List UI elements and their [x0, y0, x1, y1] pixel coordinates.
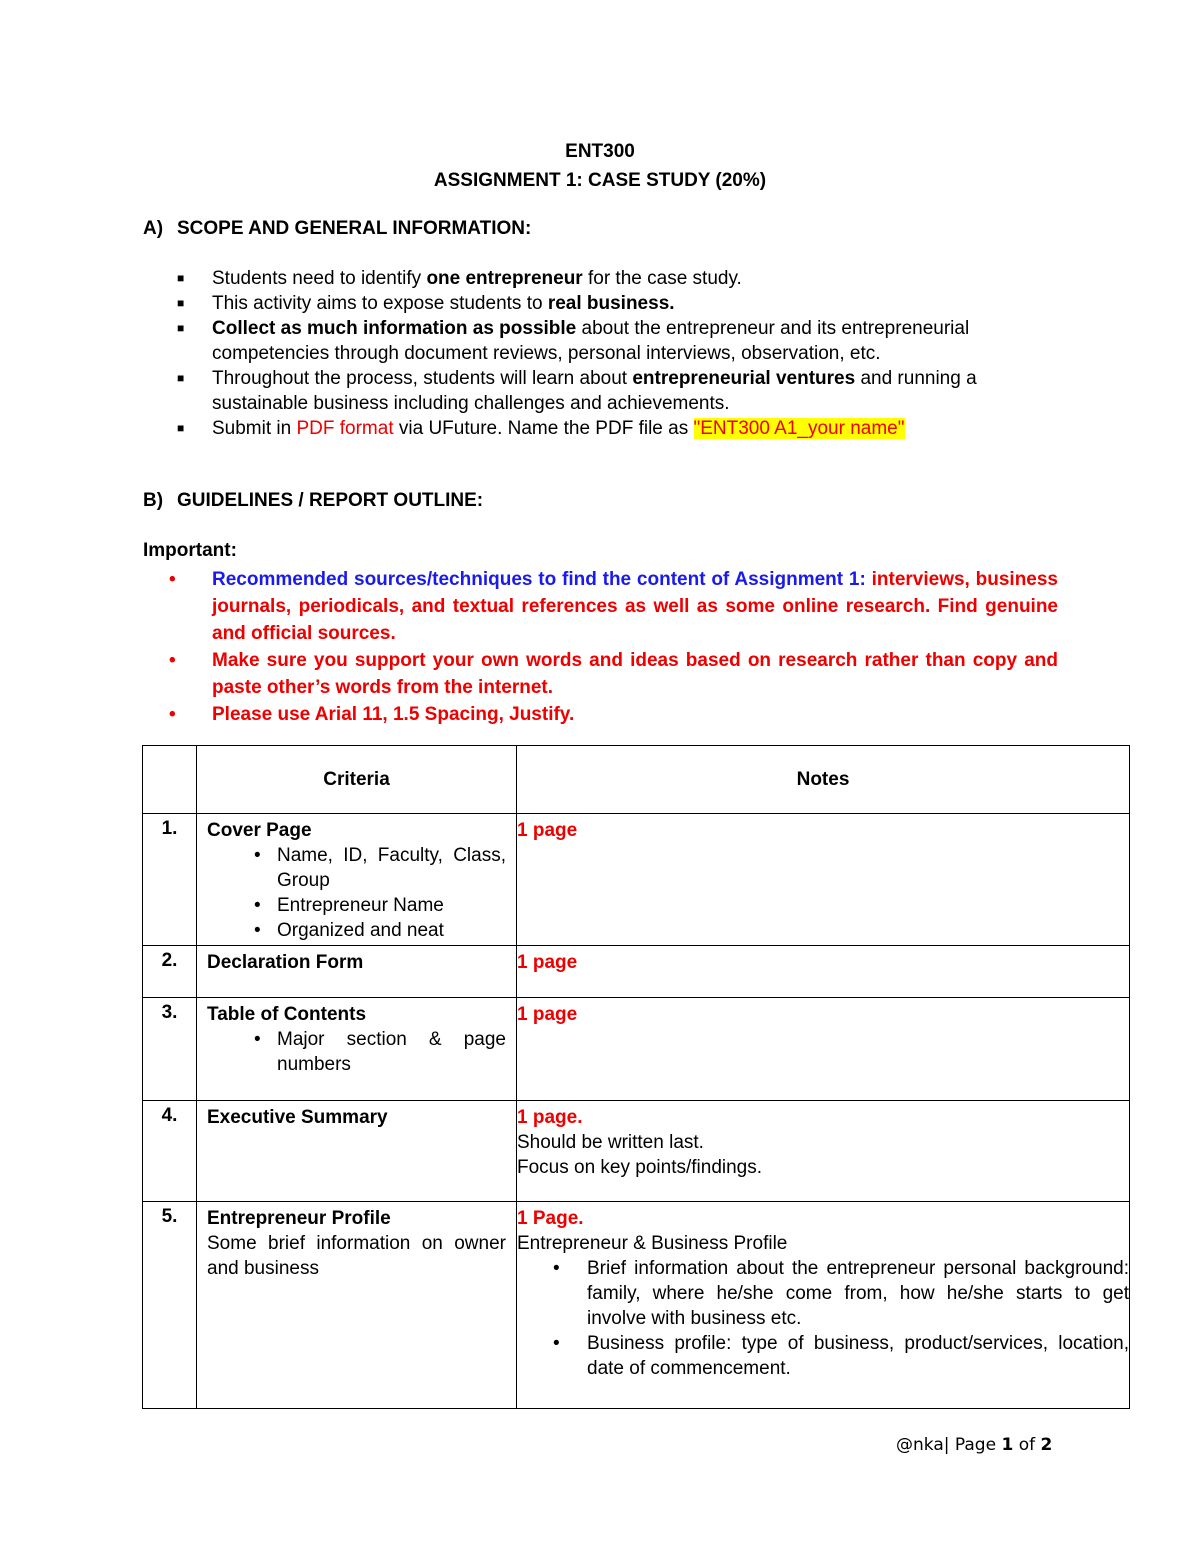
notes-cell [517, 946, 1130, 998]
table-row [143, 814, 1130, 946]
page-count: 1 page [517, 1004, 578, 1025]
section-b-heading [143, 490, 483, 512]
scope-bullet: ■ Collect as much information as possible about the entrepreneur and its entrepreneurial competencies through document reviews, personal interviews, observation, etc. [177, 318, 970, 364]
course-code: ENT300 [565, 141, 635, 162]
section-a-title: SCOPE AND GENERAL INFORMATION: [177, 218, 532, 239]
scope-bullet: ■ This activity aims to expose students to real business. [177, 293, 675, 314]
criteria-title: Entrepreneur Profile [207, 1208, 391, 1229]
total-pages: 2 [1040, 1435, 1053, 1455]
criteria-title: Executive Summary [207, 1107, 388, 1128]
list-item: • Major section & page numbers [254, 1029, 506, 1075]
criteria-description: Some brief information on owner and business [207, 1233, 506, 1279]
bullet-dot-icon: • [169, 650, 176, 671]
note-line: Focus on key points/findings. [517, 1157, 763, 1178]
page-count: 1 page [517, 952, 578, 973]
square-bullet-icon: ■ [177, 421, 185, 435]
page-count: 1 Page. [517, 1208, 584, 1229]
important-label: Important: [143, 540, 237, 561]
notes-cell [517, 814, 1130, 946]
bullet-dot-icon: • [169, 569, 176, 590]
square-bullet-icon: ■ [177, 321, 185, 335]
bullet-dot-icon: • [254, 845, 261, 866]
scope-bullet: ■ Throughout the process, students will learn about entrepreneurial ventures and running a sustainable business including challenges and achievements. [177, 368, 977, 414]
notes-cell [517, 1202, 1130, 1409]
criteria-cell [197, 814, 517, 946]
list-item: • Organized and neat [254, 920, 444, 941]
important-item: • Please use Arial 11, 1.5 Spacing, Justify. [143, 701, 1058, 728]
page-count: 1 page [517, 820, 578, 841]
important-item: • Make sure you support your own words and ideas based on research rather than copy and paste other’s words from the internet. [143, 647, 1058, 701]
list-item: • Brief information about the entrepreneur personal background: family, where he/she come from, how he/she starts to get involve with business etc. [553, 1258, 1129, 1329]
criteria-items [207, 843, 506, 943]
table-row [143, 998, 1130, 1101]
list-item: • Name, ID, Faculty, Class, Group [254, 845, 506, 891]
scope-bullet-list [143, 266, 1073, 441]
row-number: 3. [143, 998, 197, 1101]
note-line: Entrepreneur & Business Profile [517, 1233, 788, 1254]
row-number: 5. [143, 1202, 197, 1409]
bullet-dot-icon: • [254, 1029, 261, 1050]
list-item: • Entrepreneur Name [254, 895, 444, 916]
pdf-format-text: PDF format [296, 418, 394, 439]
note-line: Should be written last. [517, 1132, 704, 1153]
criteria-cell [197, 946, 517, 998]
criteria-title: Table of Contents [207, 1004, 367, 1025]
table-header-row [143, 746, 1130, 814]
page-footer: @nka| Page 1 of 2 [896, 1435, 1053, 1455]
bullet-dot-icon: • [553, 1333, 560, 1354]
criteria-items [207, 1027, 506, 1077]
column-header-criteria: Criteria [197, 746, 517, 814]
scope-bullet: ■ Students need to identify one entrepreneur for the case study. [177, 268, 742, 289]
bullet-dot-icon: • [553, 1258, 560, 1279]
bullet-dot-icon: • [254, 920, 261, 941]
row-number: 4. [143, 1101, 197, 1202]
square-bullet-icon: ■ [177, 271, 185, 285]
criteria-cell [197, 998, 517, 1101]
filename-highlight: "ENT300 A1_your name" [693, 418, 905, 439]
submit-bullet: ■ Submit in PDF format via UFuture. Name the PDF file as "ENT300 A1_your name" [177, 418, 905, 439]
current-page-number: 1 [1001, 1435, 1014, 1455]
section-a-heading [143, 218, 531, 240]
bullet-dot-icon: • [169, 704, 176, 725]
report-outline-table [142, 745, 1130, 1409]
column-header-number [143, 746, 197, 814]
row-number: 2. [143, 946, 197, 998]
assignment-title: ASSIGNMENT 1: CASE STUDY (20%) [433, 170, 767, 191]
square-bullet-icon: ■ [177, 371, 185, 385]
row-number: 1. [143, 814, 197, 946]
note-items [517, 1256, 1129, 1381]
criteria-title: Declaration Form [207, 952, 364, 973]
section-b-title: GUIDELINES / REPORT OUTLINE: [177, 490, 484, 511]
notes-cell [517, 998, 1130, 1101]
table-row [143, 1202, 1130, 1409]
table-row [143, 1101, 1130, 1202]
criteria-cell [197, 1202, 517, 1409]
criteria-cell [197, 1101, 517, 1202]
criteria-title: Cover Page [207, 820, 312, 841]
page-count: 1 page. [517, 1107, 583, 1128]
bullet-dot-icon: • [254, 895, 261, 916]
section-a-letter: A) [143, 218, 164, 239]
list-item: • Business profile: type of business, product/services, location, date of commencement. [553, 1333, 1129, 1379]
section-b-letter: B) [143, 490, 164, 511]
notes-cell [517, 1101, 1130, 1202]
column-header-notes: Notes [517, 746, 1130, 814]
important-list [143, 566, 1058, 728]
footer-author: @nka [896, 1435, 944, 1455]
important-item: • Recommended sources/techniques to find the content of Assignment 1: interviews, business journals, periodicals, and textual references as well as some online research. Find genuine and official sources. [143, 566, 1058, 647]
table-row [143, 946, 1130, 998]
square-bullet-icon: ■ [177, 296, 185, 310]
